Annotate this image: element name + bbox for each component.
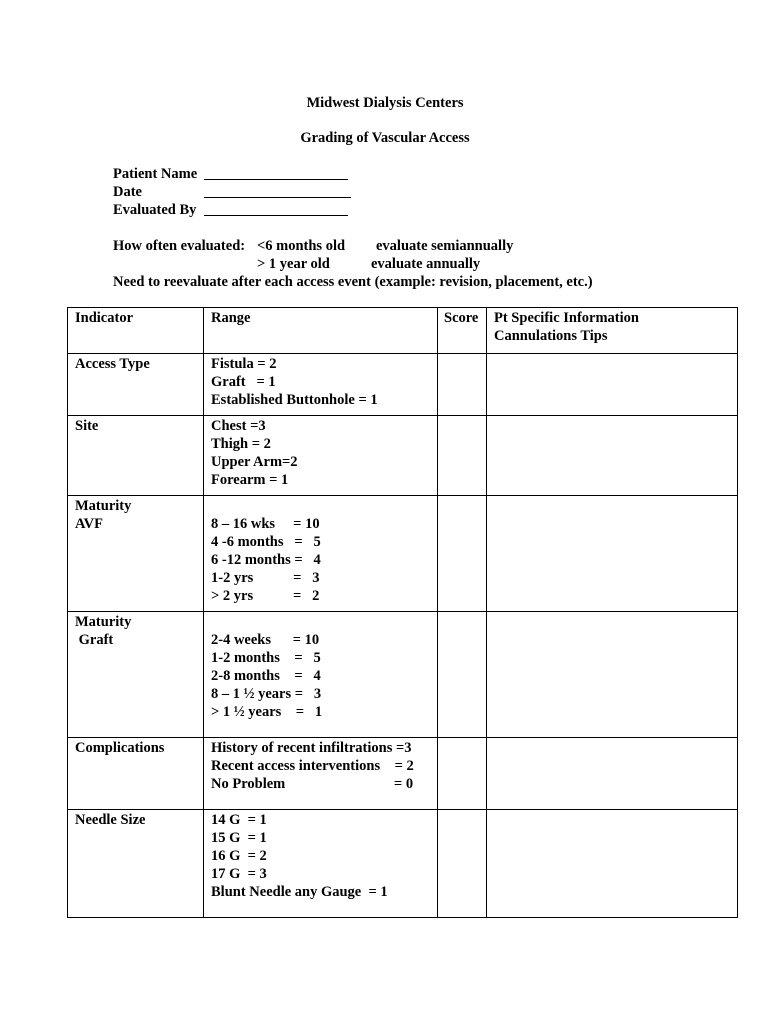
score-cell-needle-size[interactable] (438, 810, 487, 918)
evaluated-by-label: Evaluated By (113, 202, 197, 218)
score-cell-access-type[interactable] (438, 354, 487, 416)
range-cell: History of recent infiltrations =3 Recent access interventions = 2 No Problem = 0 (204, 738, 438, 810)
info-cell-maturity-avf[interactable] (487, 496, 738, 612)
info-cell-needle-size[interactable] (487, 810, 738, 918)
table-row-maturity-avf (68, 496, 738, 612)
table-row-maturity-graft (68, 612, 738, 738)
indicator-cell: Complications (68, 738, 204, 810)
patient-name-label: Patient Name (113, 166, 198, 182)
table-row-site (68, 416, 738, 496)
header-info: Pt Specific Information Cannulations Tips (487, 308, 738, 354)
score-cell-complications[interactable] (438, 738, 487, 810)
range-cell: 14 G = 1 15 G = 1 16 G = 2 17 G = 3 Blunt Needle any Gauge = 1 (204, 810, 438, 918)
frequency-condition-1: <6 months old (257, 238, 346, 254)
indicator-cell: Maturity Graft (68, 612, 204, 738)
table-row-complications (68, 738, 738, 810)
indicator-cell: Maturity AVF (68, 496, 204, 612)
date-field[interactable] (204, 197, 351, 198)
info-cell-maturity-graft[interactable] (487, 612, 738, 738)
frequency-schedule-2: evaluate annually (371, 256, 481, 272)
info-cell-access-type[interactable] (487, 354, 738, 416)
reevaluate-note: Need to reevaluate after each access event (example: revision, placement, etc.) (113, 274, 593, 290)
info-cell-complications[interactable] (487, 738, 738, 810)
table-header-row (68, 308, 738, 354)
evaluated-by-field[interactable] (204, 215, 348, 216)
patient-name-field[interactable] (204, 179, 348, 180)
range-cell: Fistula = 2 Graft = 1 Established Buttonhole = 1 (204, 354, 438, 416)
indicator-cell: Site (68, 416, 204, 496)
table-row-needle-size (68, 810, 738, 918)
score-cell-maturity-avf[interactable] (438, 496, 487, 612)
organization-title: Midwest Dialysis Centers (306, 95, 464, 111)
info-cell-site[interactable] (487, 416, 738, 496)
header-score: Score (438, 308, 487, 354)
date-label: Date (113, 184, 142, 200)
grading-table (67, 307, 738, 918)
range-cell: 8 – 16 wks = 10 4 -6 months = 5 6 -12 months = 4 1-2 yrs = 3 > 2 yrs = 2 (204, 496, 438, 612)
indicator-cell: Needle Size (68, 810, 204, 918)
indicator-cell: Access Type (68, 354, 204, 416)
range-cell: 2-4 weeks = 10 1-2 months = 5 2-8 months = 4 8 – 1 ½ years = 3 > 1 ½ years = 1 (204, 612, 438, 738)
header-indicator: Indicator (68, 308, 204, 354)
score-cell-maturity-graft[interactable] (438, 612, 487, 738)
frequency-condition-2: > 1 year old (257, 256, 330, 272)
frequency-label: How often evaluated: (113, 238, 246, 254)
score-cell-site[interactable] (438, 416, 487, 496)
form-title: Grading of Vascular Access (300, 130, 470, 146)
table-row-access-type (68, 354, 738, 416)
header-range: Range (204, 308, 438, 354)
range-cell: Chest =3 Thigh = 2 Upper Arm=2 Forearm = 1 (204, 416, 438, 496)
frequency-schedule-1: evaluate semiannually (376, 238, 514, 254)
